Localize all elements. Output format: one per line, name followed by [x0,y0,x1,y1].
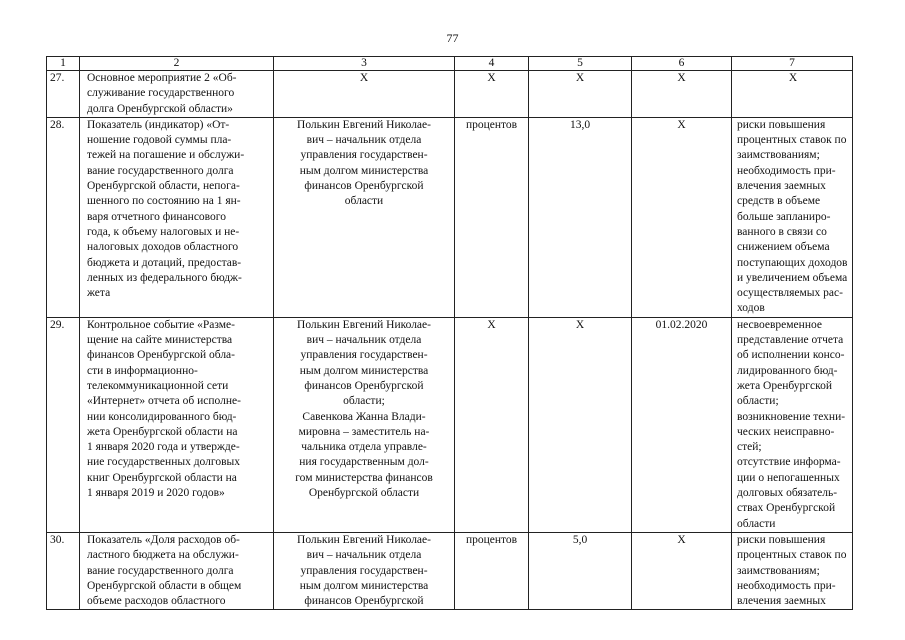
text-line: ствах Оренбургской [737,502,836,515]
row-unit: Х [455,71,529,118]
row-value: 13,0 [529,117,632,317]
row-risks [732,71,853,118]
text-line: щение на сайте министерства [87,334,233,347]
text-line: управления государствен- [300,349,428,362]
row-responsible [274,71,455,118]
text-line: ние государственных долговых [87,456,240,469]
row-value: Х [529,317,632,532]
text-line: Х [788,72,798,84]
text-line: ным долгом министерства [299,364,429,377]
row-name [80,117,274,317]
text-line: управления государствен- [300,564,428,577]
page-number: 77 [446,31,459,45]
text-line: области; [343,395,385,408]
text-line: больше запланиро- [737,210,831,223]
text-line: Оренбургской области [308,487,420,500]
text-line: шенного по состоянию на 1 ян- [87,195,241,208]
text-line: мировна – заместитель на- [298,425,430,438]
text-line: необходимость при- [737,579,836,592]
row-date: Х [632,117,732,317]
row-name [80,71,274,118]
text-line: ходов [737,302,765,315]
text-line: сти в информационно- [87,364,198,377]
text-line: заимствованиям; [737,564,820,577]
text-line: Полькин Евгений Николае- [297,118,431,131]
text-line: стей; [737,441,762,454]
row-responsible [274,317,455,532]
text-line: возникновение техни- [737,410,846,423]
text-line: «Интернет» отчета об исполне- [87,395,241,408]
text-line: ным долгом министерства [299,164,429,177]
text-line: лидированного бюд- [737,364,838,377]
row-value: Х [529,71,632,118]
header-cell: 7 [732,57,853,71]
row-unit: Х [455,317,529,532]
text-line: долга Оренбургской области» [87,102,233,115]
text-line: Показатель (индикатор) «От- [87,118,230,131]
text-line: книг Оренбургской области на [87,471,237,484]
text-line: средств в объеме [737,195,821,208]
text-line: вич – начальник отдела [306,134,422,147]
text-line: ленных из федерального бюдж- [87,271,242,284]
text-line: Х [359,72,369,84]
text-line: Основное мероприятие 2 «Об- [87,72,237,84]
text-line: долговых обязатель- [737,487,838,500]
row-unit: процентов [455,117,529,317]
text-line: осуществляемых рас- [737,287,843,300]
header-cell: 5 [529,57,632,71]
header-cell: 2 [80,57,274,71]
text-line: 1 января 2019 и 2020 годов» [87,487,225,500]
text-line: нии консолидированного бюд- [87,410,237,423]
text-line: объеме расходов областного [87,595,226,608]
row-risks [732,532,853,609]
text-line: вич – начальник отдела [306,549,422,562]
text-line: чальника отдела управле- [301,441,427,454]
text-line: представление отчета [737,334,844,347]
text-line: финансов Оренбургской обла- [87,349,235,362]
text-line: ческих неисправно- [737,425,835,438]
text-line: варя отчетного финансового [87,210,226,223]
text-line: Полькин Евгений Николае- [297,318,431,331]
text-line: заимствованиям; [737,149,820,162]
text-line: финансов Оренбургской [304,379,424,392]
text-line: Показатель «Доля расходов об- [87,533,240,546]
row-number: 28. [47,117,80,317]
row-responsible [274,532,455,609]
text-line: ным долгом министерства [299,579,429,592]
row-number: 30. [47,532,80,609]
row-unit: процентов [455,532,529,609]
text-line: области [344,195,384,208]
text-line: Полькин Евгений Николае- [297,533,431,546]
text-line: жета Оренбургской области на [87,425,238,438]
text-line: процентных ставок по [737,549,847,562]
text-line: года, к объему налоговых и не- [87,225,240,238]
text-line: ния государственным дол- [299,456,429,469]
text-line: ластного бюджета на обслужи- [87,549,239,562]
row-risks [732,117,853,317]
text-line: служивание государственного [87,87,235,100]
header-cell: 6 [632,57,732,71]
text-line: бюджета и дотаций, предостав- [87,256,242,269]
text-line: и увеличением объема [737,271,848,284]
text-line: необходимость при- [737,164,836,177]
row-number: 27. [47,71,80,118]
text-line: ванного в связи со [737,225,827,238]
text-line: влечения заемных [737,595,826,608]
text-line: телекоммуникационной сети [87,379,229,392]
text-line: налоговых доходов областного [87,241,239,254]
text-line: области [737,517,776,530]
row-name [80,532,274,609]
text-line: риски повышения [737,118,826,131]
row-responsible [274,117,455,317]
text-line: процентных ставок по [737,134,847,147]
text-line: снижением объема [737,241,830,254]
table-row [47,532,853,609]
header-cell: 1 [47,57,80,71]
text-line: управления государствен- [300,149,428,162]
text-line: поступающих доходов [737,256,848,269]
table-row [47,117,853,317]
text-line: области; [737,395,779,408]
table-row [47,317,853,532]
text-line: ношение годовой суммы пла- [87,134,232,147]
table-row [47,71,853,118]
row-value: 5,0 [529,532,632,609]
row-date: Х [632,532,732,609]
text-line: Оренбургской области, непога- [87,180,240,193]
row-risks [732,317,853,532]
text-line: Савенкова Жанна Влади- [302,410,426,423]
header-cell: 3 [274,57,455,71]
text-line: риски повышения [737,533,826,546]
text-line: влечения заемных [737,180,826,193]
text-line: вание государственного долга [87,564,234,577]
text-line: Контрольное событие «Разме- [87,318,235,331]
program-table [46,56,853,610]
row-date: Х [632,71,732,118]
row-number: 29. [47,317,80,532]
header-row [47,57,853,71]
header-cell: 4 [455,57,529,71]
text-line: отсутствие информа- [737,456,841,469]
text-line: жета [87,287,111,300]
text-line: об исполнении консо- [737,349,845,362]
text-line: жета Оренбургской [737,379,832,392]
text-line: финансов Оренбургской [304,180,424,193]
text-line: тежей на погашение и обслужи- [87,149,245,162]
text-line: финансов Оренбургской [304,595,424,608]
text-line: гом министерства финансов [295,471,433,484]
text-line: 1 января 2020 года и утвержде- [87,441,240,454]
text-line: Оренбургской области в общем [87,579,242,592]
row-date: 01.02.2020 [632,317,732,532]
text-line: несвоевременное [737,318,822,331]
text-line: вание государственного долга [87,164,234,177]
row-name [80,317,274,532]
text-line: ции о непогашенных [737,471,840,484]
text-line: вич – начальник отдела [306,334,422,347]
